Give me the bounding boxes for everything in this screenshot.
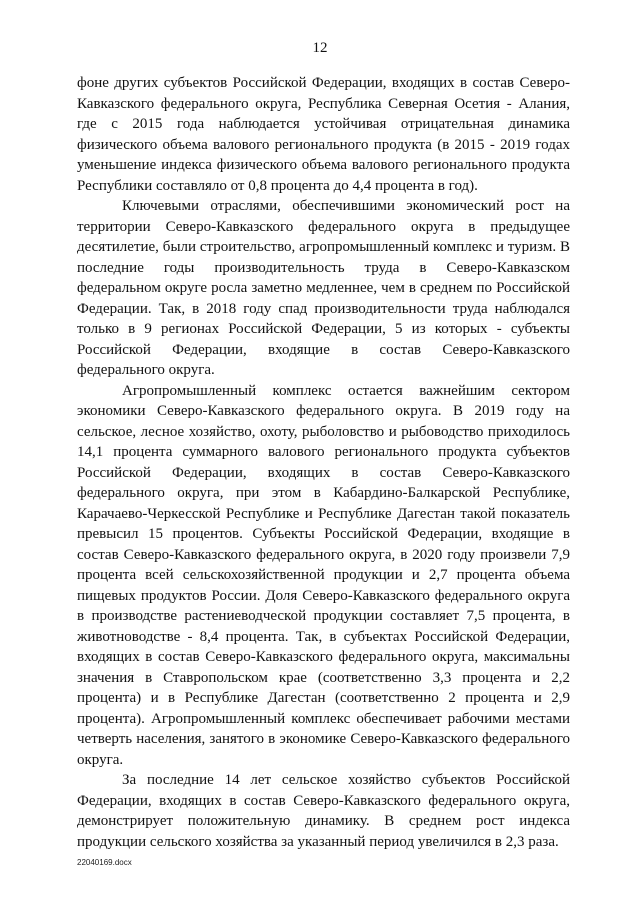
footer-filename: 22040169.docx	[77, 858, 132, 867]
paragraph-agro-complex: Агропромышленный комплекс остается важнейшим сектором экономики Северо-Кавказского федерального округа. В 2019 году на сельское, лесное хозяйство, охоту, рыболовство и рыбоводство приходилось 14,1 процента суммарного валового регионального продукта субъектов Российской Федерации, входящих в состав Северо-Кавказского федерального округа, при этом в Кабардино-Балкарской Республике, Карачаево-Черкесской Республике и Республике Дагестан такой показатель превысил 15 процентов. Субъекты Российской Федерации, входящие в состав Северо-Кавказского федерального округа, в 2020 году произвели 7,9 процента всей сельскохозяйственной продукции и 2,7 процента объема пищевых продуктов России. Доля Северо-Кавказского федерального округа в производстве растениеводческой продукции составляет 7,5 процента, в животноводстве - 8,4 процента. Так, в субъектах Российской Федерации, входящих в состав Северо-Кавказского федерального округа, максимальны значения в Ставропольском крае (соответственно 3,3 процента и 2,2 процента) и в Республике Дагестан (соответственно 2 процента и 2,9 процента). Агропромышленный комплекс обеспечивает рабочими местами четверть населения, занятого в экономике Северо-Кавказского федерального округа.	[77, 382, 570, 768]
page-number: 12	[312, 40, 328, 56]
paragraph-key-industries: Ключевыми отраслями, обеспечившими экономический рост на территории Северо-Кавказского федерального округа в предыдущее десятилетие, были строительство, агропромышленный комплекс и туризм. В последние годы производительность труда в Северо-Кавказском федеральном округе росла заметно медленнее, чем в среднем по Российской Федерации. Так, в 2018 году спад производительности труда наблюдался только в 9 регионах Российской Федерации, 5 из которых - субъекты Российской Федерации, входящие в состав Северо-Кавказского федерального округа.	[77, 198, 570, 378]
document-body	[77, 73, 570, 852]
paragraph-agriculture-dynamics: За последние 14 лет сельское хозяйство субъектов Российской Федерации, входящих в состав Северо-Кавказского федерального округа, демонстрирует положительную динамику. В среднем рост индекса продукции сельского хозяйства за указанный период увеличился в 2,3 раза.	[77, 772, 570, 850]
paragraph-continuation: фоне других субъектов Российской Федерации, входящих в состав Северо-Кавказского федерального округа, Республика Северная Осетия - Алания, где с 2015 года наблюдается устойчивая отрицательная динамика физического объема валового регионального продукта (в 2015 - 2019 годах уменьшение индекса физического объема валового регионального продукта Республики составляло от 0,8 процента до 4,4 процента в год).	[77, 75, 570, 194]
